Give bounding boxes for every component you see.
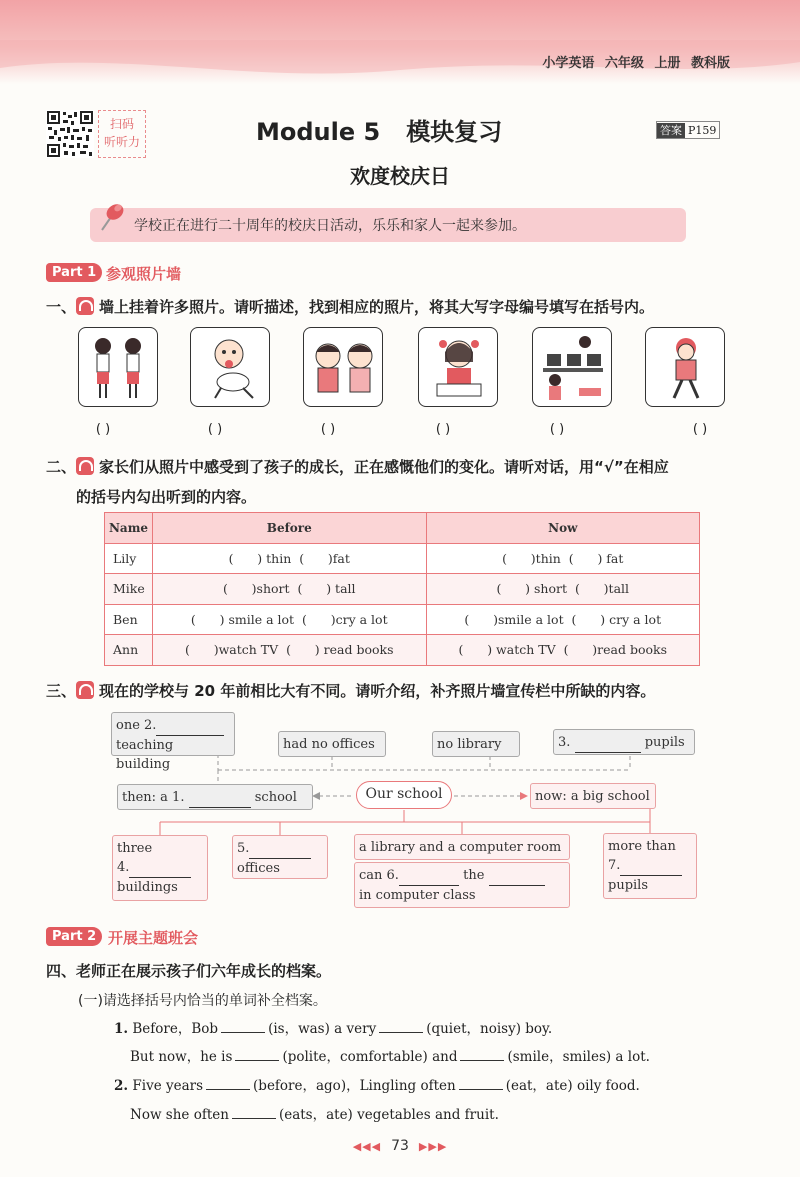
question-2-cont: 的括号内勾出听到的内容。 — [76, 488, 257, 506]
question-1: 一、 墙上挂着许多照片。请听描述，找到相应的照片，将其大写字母编号填写在括号内。 — [46, 298, 655, 316]
exercise-2-line-1: 2. Five years (before，ago)，Lingling often (eat，ate) oily food. — [114, 1078, 640, 1094]
computer-class-box: can 6. the in computer class — [354, 862, 570, 908]
headphone-icon[interactable] — [76, 297, 94, 315]
then-small-school-box: then: a 1. school — [117, 784, 313, 810]
exercise-1-line-1: 1. Before，Bob (is，was) a very (quiet，noisy) boy. — [114, 1021, 553, 1037]
had-no-offices-box: had no offices — [278, 731, 386, 757]
answer-blank-2[interactable] — [156, 716, 224, 736]
photo-two-boys — [303, 327, 383, 407]
exercise-1-line-2: But now，he is (polite，comfortable) and (smile，smiles) a lot. — [130, 1049, 650, 1065]
answer-blank-3[interactable] — [575, 733, 641, 753]
answer-blank-6b[interactable] — [489, 866, 545, 886]
col-header-before: Before — [153, 513, 427, 544]
three-buildings-box: three 4. buildings — [112, 835, 208, 901]
question-3: 三、 现在的学校与 20 年前相比大有不同。请听介绍，补齐照片墙宣传栏中所缺的内容。 — [46, 682, 656, 700]
question-4: 四、老师正在展示孩子们六年成长的档案。 — [46, 962, 332, 980]
photo-girl-writing — [418, 327, 498, 407]
answer-paren-3[interactable]: ( ) — [320, 422, 336, 437]
now-big-school-box: now: a big school — [530, 783, 656, 809]
fill-blank[interactable] — [459, 1089, 503, 1090]
answer-reference: 答案 P159 — [656, 121, 720, 139]
fill-blank[interactable] — [460, 1060, 504, 1061]
teaching-building-box: one 2. teaching building — [111, 712, 235, 756]
answer-paren-5[interactable]: ( ) — [549, 422, 565, 437]
module-title: Module 5 模块复习 — [256, 118, 503, 146]
answer-paren-2[interactable]: ( ) — [207, 422, 223, 437]
photo-two-girls — [78, 327, 158, 407]
left-arrows-icon: ◀◀◀ — [352, 1140, 382, 1153]
fill-blank[interactable] — [235, 1060, 279, 1061]
exercise-2-line-2: Now she often (eats，ate) vegetables and fruit. — [130, 1107, 499, 1123]
photo-walking-girl — [645, 327, 725, 407]
question-2: 二、 家长们从照片中感受到了孩子的成长，正在感慨他们的变化。请听对话，用“√”在相应 — [46, 458, 669, 476]
page-subtitle: 欢度校庆日 — [350, 164, 450, 188]
photo-computer-room — [532, 327, 612, 407]
library-computer-room-box: a library and a computer room — [354, 834, 570, 860]
part2-tag: Part 2 — [46, 927, 102, 946]
headphone-icon[interactable] — [76, 457, 94, 475]
no-library-box: no library — [432, 731, 520, 757]
pupils-3-box: 3. pupils — [553, 729, 695, 755]
part2-title: 开展主题班会 — [108, 929, 199, 947]
answer-paren-1[interactable]: ( ) — [95, 422, 111, 437]
table-row: Ben ( ) smile a lot ( )cry a lot ( )smile a lot ( ) cry a lot — [105, 604, 700, 635]
col-header-now: Now — [426, 513, 700, 544]
part1-title: 参观照片墙 — [106, 265, 182, 283]
fill-blank[interactable] — [206, 1089, 250, 1090]
part1-tag: Part 1 — [46, 263, 102, 282]
answer-blank-4[interactable] — [129, 858, 191, 878]
photo-crawling-baby — [190, 327, 270, 407]
table-row: Mike ( )short ( ) tall ( ) short ( )tall — [105, 574, 700, 605]
change-table — [104, 512, 700, 666]
answer-blank-6[interactable] — [399, 866, 459, 886]
fill-blank[interactable] — [221, 1032, 265, 1033]
col-header-name: Name — [105, 513, 153, 544]
pushpin-icon — [96, 200, 126, 234]
headphone-icon[interactable] — [76, 681, 94, 699]
offices-5-box: 5. offices — [232, 835, 328, 879]
qr-code[interactable] — [46, 110, 94, 158]
table-row: Ann ( )watch TV ( ) read books ( ) watch TV ( )read books — [105, 635, 700, 666]
intro-banner: 学校正在进行二十周年的校庆日活动，乐乐和家人一起来参加。 — [90, 208, 686, 242]
table-row: Lily ( ) thin ( )fat ( )thin ( ) fat — [105, 543, 700, 574]
scan-listen-label: 扫码 听听力 — [98, 110, 146, 158]
our-school-node: Our school — [356, 781, 452, 809]
page-number: ◀◀◀ 73 ▶▶▶ — [352, 1138, 448, 1154]
answer-blank-5[interactable] — [249, 839, 311, 859]
answer-paren-4[interactable]: ( ) — [435, 422, 451, 437]
right-arrows-icon: ▶▶▶ — [418, 1140, 448, 1153]
book-info: 小学英语 六年级 上册 教科版 — [542, 56, 730, 71]
answer-blank-7[interactable] — [620, 856, 682, 876]
question-4-sub: (一)请选择括号内恰当的单词补全档案。 — [78, 993, 327, 1009]
more-than-pupils-box: more than 7. pupils — [603, 833, 697, 899]
fill-blank[interactable] — [379, 1032, 423, 1033]
answer-blank-1[interactable] — [189, 788, 251, 808]
answer-paren-6[interactable]: ( ) — [692, 422, 708, 437]
fill-blank[interactable] — [232, 1118, 276, 1119]
